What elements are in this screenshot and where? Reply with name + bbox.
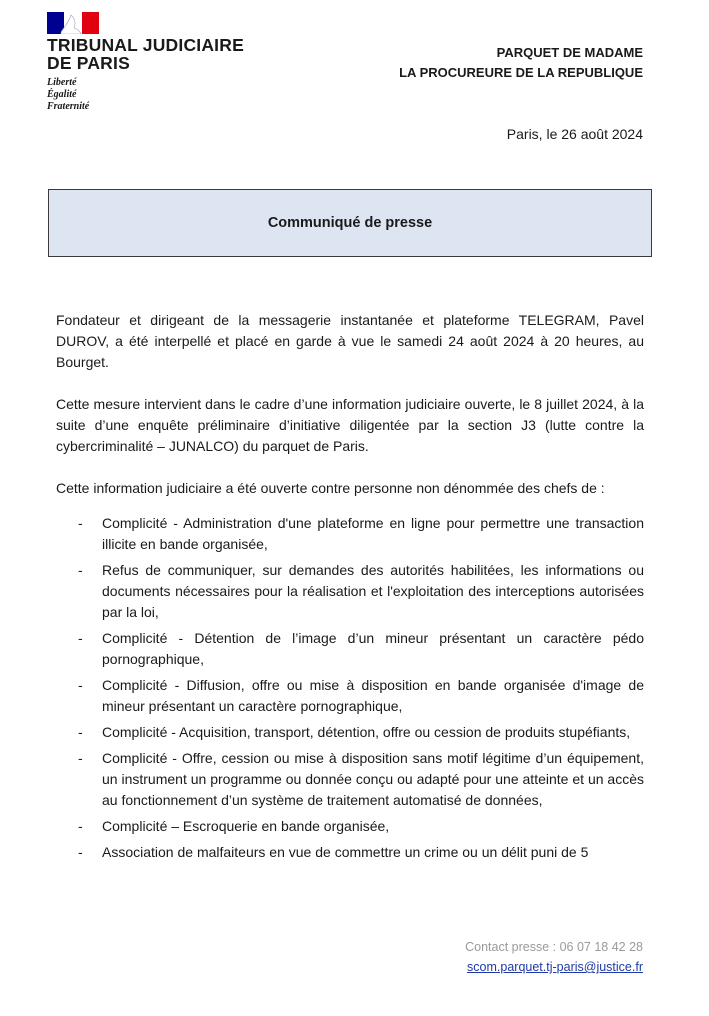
press-contact-phone: Contact presse : 06 07 18 42 28 xyxy=(383,940,643,954)
bullet-dash: - xyxy=(78,724,83,740)
charge-text: Complicité - Diffusion, offre ou mise à disposition en bande organisée d'image de mineur présentant un caractère pornographique, xyxy=(102,677,644,714)
bullet-dash: - xyxy=(78,750,83,766)
republic-motto xyxy=(47,77,167,113)
motto-fraternite: Fraternité xyxy=(47,101,90,112)
charge-text: Complicité - Offre, cession ou mise à disposition sans motif légitime d’un équipement, un instrument un programme ou donnée conçu ou adapté pour une atteinte et un accès au fonctionnement d’un système de traitement automatisé de données, xyxy=(102,750,644,808)
parquet-heading xyxy=(323,43,643,83)
bullet-dash: - xyxy=(78,562,83,578)
press-release-banner xyxy=(48,189,652,257)
institution-name xyxy=(47,36,287,72)
charges-list xyxy=(56,513,644,863)
paragraph-charges-intro: Cette information judiciaire a été ouverte contre personne non dénommée des chefs de : xyxy=(56,480,605,496)
list-item xyxy=(56,560,644,623)
parquet-line2: LA PROCUREURE DE LA REPUBLIQUE xyxy=(399,65,643,80)
motto-liberte: Liberté xyxy=(47,77,77,88)
paragraph-arrest: Fondateur et dirigeant de la messagerie instantanée et plateforme TELEGRAM, Pavel DUROV, a été interpellé et placé en garde à vue le samedi 24 août 2024 à 20 heures, au Bourget. xyxy=(56,312,644,370)
list-item xyxy=(56,842,644,863)
list-item xyxy=(56,748,644,811)
motto-egalite: Égalité xyxy=(47,89,77,100)
paragraph-investigation: Cette mesure intervient dans le cadre d’une information judiciaire ouverte, le 8 juillet 2024, à la suite d’une enquête préliminaire d’initiative diligentée par la section J3 (lutte contre la cybercriminalité – JUNALCO) du parquet de Paris. xyxy=(56,396,644,454)
charge-text: Association de malfaiteurs en vue de commettre un crime ou un délit puni de 5 xyxy=(102,844,589,860)
press-contact-email-link[interactable]: scom.parquet.tj-paris@justice.fr xyxy=(467,960,643,974)
bullet-dash: - xyxy=(78,677,83,693)
list-item xyxy=(56,816,644,837)
bullet-dash: - xyxy=(78,515,83,531)
marianne-flag-icon xyxy=(47,12,99,34)
press-release-title: Communiqué de presse xyxy=(267,215,433,231)
document-body xyxy=(56,310,644,868)
list-item xyxy=(56,675,644,717)
institution-name-line2: DE PARIS xyxy=(47,53,130,73)
bullet-dash: - xyxy=(78,818,83,834)
list-item xyxy=(56,628,644,670)
charge-text: Refus de communiquer, sur demandes des autorités habilitées, les informations ou documents nécessaires pour la réalisation et l'exploitation des interceptions autorisées par la loi, xyxy=(102,562,644,620)
institution-name-line1: TRIBUNAL JUDICIAIRE xyxy=(47,35,244,55)
parquet-line1: PARQUET DE MADAME xyxy=(496,45,643,60)
list-item xyxy=(56,722,644,743)
document-date: Paris, le 26 août 2024 xyxy=(506,126,643,142)
charge-text: Complicité – Escroquerie en bande organisée, xyxy=(102,818,390,834)
charge-text: Complicité - Détention de l’image d’un mineur présentant un caractère pédo pornographique, xyxy=(102,630,644,667)
charge-text: Complicité - Administration d'une plateforme en ligne pour permettre une transaction illicite en bande organisée, xyxy=(102,515,644,552)
bullet-dash: - xyxy=(78,630,83,646)
bullet-dash: - xyxy=(78,844,83,860)
charge-text: Complicité - Acquisition, transport, détention, offre ou cession de produits stupéfiants, xyxy=(102,724,631,740)
list-item xyxy=(56,513,644,555)
